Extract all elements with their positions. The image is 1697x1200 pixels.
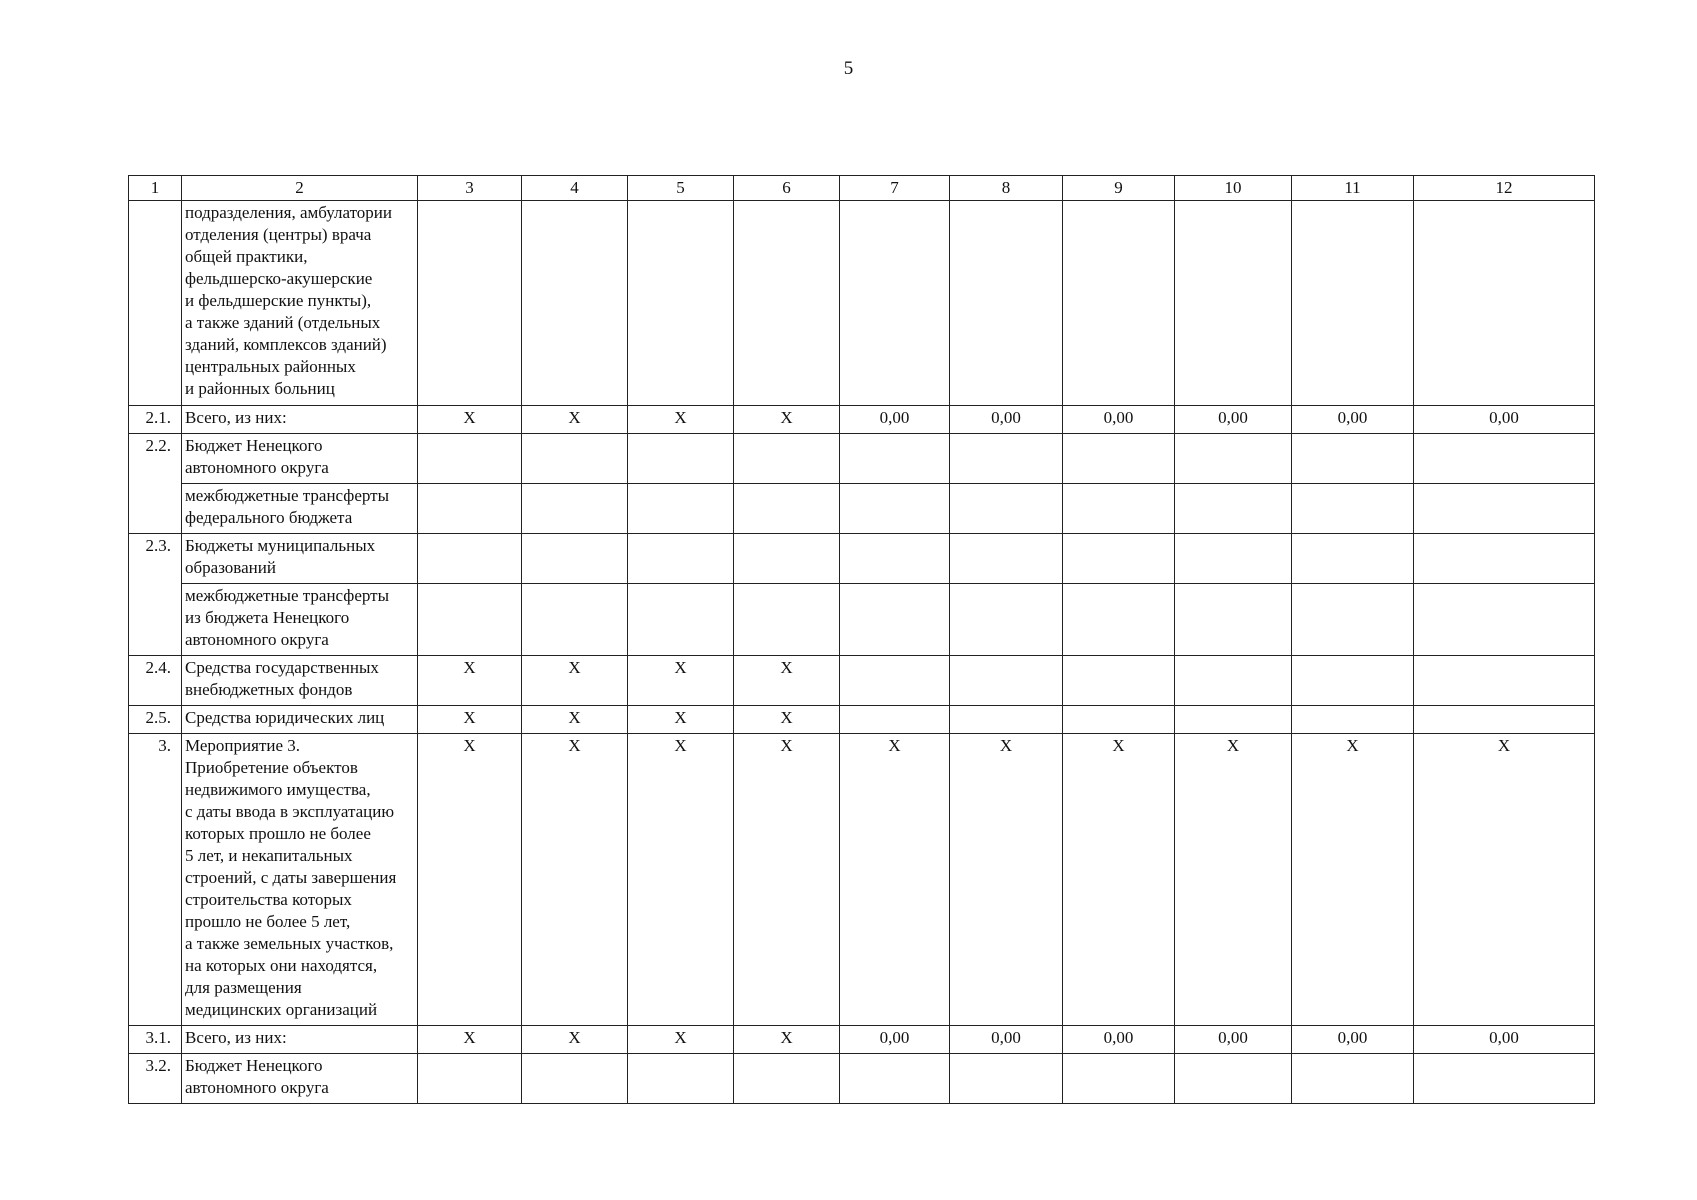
row-description: Бюджеты муниципальных образований xyxy=(182,534,418,584)
value-cell-col-3: Х xyxy=(418,734,522,1026)
value-cell-col-8 xyxy=(950,706,1063,734)
value-cell-col-5: Х xyxy=(628,1026,734,1054)
value-cell-col-4: Х xyxy=(522,734,628,1026)
value-cell-col-11 xyxy=(1292,656,1414,706)
value-cell-col-8 xyxy=(950,656,1063,706)
value-cell-col-12: Х xyxy=(1414,734,1595,1026)
value-cell-col-12 xyxy=(1414,534,1595,584)
value-cell-col-7 xyxy=(840,706,950,734)
table-row xyxy=(129,656,1595,706)
table-row xyxy=(129,201,1595,406)
value-cell-col-4: Х xyxy=(522,1026,628,1054)
value-cell-col-10: 0,00 xyxy=(1175,406,1292,434)
value-cell-col-7: 0,00 xyxy=(840,1026,950,1054)
value-cell-col-3: Х xyxy=(418,406,522,434)
row-description: Всего, из них: xyxy=(182,406,418,434)
value-cell-col-11: 0,00 xyxy=(1292,1026,1414,1054)
row-description: Мероприятие 3. Приобретение объектов недвижимого имущества, с даты ввода в эксплуатацию которых прошло не более 5 лет, и некапитальных строений, с даты завершения строительства которых прошло не более 5 лет, а также земельных участков, на которых они находятся, для размещения медицинских организаций xyxy=(182,734,418,1026)
value-cell-col-10 xyxy=(1175,534,1292,584)
value-cell-col-11 xyxy=(1292,484,1414,534)
column-number-1: 1 xyxy=(129,176,182,201)
value-cell-col-11 xyxy=(1292,584,1414,656)
value-cell-col-6: Х xyxy=(734,706,840,734)
value-cell-col-7: 0,00 xyxy=(840,406,950,434)
value-cell-col-7 xyxy=(840,584,950,656)
column-number-9: 9 xyxy=(1063,176,1175,201)
table-row xyxy=(129,734,1595,1026)
column-number-10: 10 xyxy=(1175,176,1292,201)
row-description: Средства государственных внебюджетных фондов xyxy=(182,656,418,706)
value-cell-col-7 xyxy=(840,534,950,584)
value-cell-col-8 xyxy=(950,534,1063,584)
value-cell-col-6 xyxy=(734,534,840,584)
value-cell-col-3: Х xyxy=(418,1026,522,1054)
value-cell-col-12: 0,00 xyxy=(1414,406,1595,434)
value-cell-col-10 xyxy=(1175,656,1292,706)
column-number-5: 5 xyxy=(628,176,734,201)
value-cell-col-11 xyxy=(1292,434,1414,484)
value-cell-col-4 xyxy=(522,201,628,406)
column-number-3: 3 xyxy=(418,176,522,201)
column-number-2: 2 xyxy=(182,176,418,201)
value-cell-col-3 xyxy=(418,484,522,534)
row-description: Бюджет Ненецкого автономного округа xyxy=(182,1054,418,1104)
value-cell-col-6 xyxy=(734,584,840,656)
value-cell-col-8 xyxy=(950,484,1063,534)
value-cell-col-5 xyxy=(628,434,734,484)
value-cell-col-4 xyxy=(522,534,628,584)
row-description: Средства юридических лиц xyxy=(182,706,418,734)
value-cell-col-4: Х xyxy=(522,406,628,434)
row-number: 2.4. xyxy=(129,656,182,706)
value-cell-col-12 xyxy=(1414,656,1595,706)
row-number: 2.5. xyxy=(129,706,182,734)
value-cell-col-5: Х xyxy=(628,656,734,706)
column-number-7: 7 xyxy=(840,176,950,201)
value-cell-col-7 xyxy=(840,1054,950,1104)
value-cell-col-11 xyxy=(1292,201,1414,406)
value-cell-col-8 xyxy=(950,1054,1063,1104)
value-cell-col-6: Х xyxy=(734,1026,840,1054)
value-cell-col-5: Х xyxy=(628,706,734,734)
row-number: 3.1. xyxy=(129,1026,182,1054)
value-cell-col-12: 0,00 xyxy=(1414,1026,1595,1054)
value-cell-col-4 xyxy=(522,1054,628,1104)
value-cell-col-12 xyxy=(1414,584,1595,656)
value-cell-col-4 xyxy=(522,434,628,484)
value-cell-col-8: 0,00 xyxy=(950,406,1063,434)
value-cell-col-7 xyxy=(840,656,950,706)
table-row xyxy=(129,484,1595,534)
value-cell-col-3 xyxy=(418,1054,522,1104)
value-cell-col-6 xyxy=(734,1054,840,1104)
value-cell-col-6: Х xyxy=(734,406,840,434)
value-cell-col-10 xyxy=(1175,484,1292,534)
value-cell-col-10 xyxy=(1175,1054,1292,1104)
value-cell-col-10: 0,00 xyxy=(1175,1026,1292,1054)
table-row xyxy=(129,1026,1595,1054)
value-cell-col-8: 0,00 xyxy=(950,1026,1063,1054)
value-cell-col-6 xyxy=(734,201,840,406)
value-cell-col-4 xyxy=(522,584,628,656)
value-cell-col-7: Х xyxy=(840,734,950,1026)
value-cell-col-10 xyxy=(1175,706,1292,734)
row-description: Бюджет Ненецкого автономного округа xyxy=(182,434,418,484)
value-cell-col-9 xyxy=(1063,1054,1175,1104)
value-cell-col-5: Х xyxy=(628,406,734,434)
value-cell-col-5 xyxy=(628,584,734,656)
value-cell-col-11 xyxy=(1292,1054,1414,1104)
value-cell-col-12 xyxy=(1414,1054,1595,1104)
column-number-12: 12 xyxy=(1414,176,1595,201)
value-cell-col-6: Х xyxy=(734,734,840,1026)
row-number: 2.3. xyxy=(129,534,182,656)
value-cell-col-9 xyxy=(1063,656,1175,706)
value-cell-col-9 xyxy=(1063,534,1175,584)
value-cell-col-11: 0,00 xyxy=(1292,406,1414,434)
value-cell-col-8 xyxy=(950,201,1063,406)
table-row xyxy=(129,584,1595,656)
value-cell-col-9 xyxy=(1063,584,1175,656)
page-number: 5 xyxy=(843,58,854,79)
value-cell-col-10 xyxy=(1175,434,1292,484)
value-cell-col-11 xyxy=(1292,534,1414,584)
value-cell-col-6 xyxy=(734,484,840,534)
table-row xyxy=(129,1054,1595,1104)
value-cell-col-3 xyxy=(418,434,522,484)
row-description: межбюджетные трансферты из бюджета Ненецкого автономного округа xyxy=(182,584,418,656)
value-cell-col-10: Х xyxy=(1175,734,1292,1026)
value-cell-col-9 xyxy=(1063,201,1175,406)
value-cell-col-7 xyxy=(840,434,950,484)
value-cell-col-7 xyxy=(840,484,950,534)
financing-table xyxy=(128,175,1595,1104)
value-cell-col-12 xyxy=(1414,434,1595,484)
value-cell-col-8 xyxy=(950,584,1063,656)
value-cell-col-3: Х xyxy=(418,706,522,734)
row-number xyxy=(129,201,182,406)
value-cell-col-9: Х xyxy=(1063,734,1175,1026)
table-row xyxy=(129,534,1595,584)
value-cell-col-8: Х xyxy=(950,734,1063,1026)
value-cell-col-12 xyxy=(1414,706,1595,734)
value-cell-col-3: Х xyxy=(418,656,522,706)
table-row xyxy=(129,434,1595,484)
value-cell-col-4: Х xyxy=(522,706,628,734)
value-cell-col-8 xyxy=(950,434,1063,484)
value-cell-col-9 xyxy=(1063,706,1175,734)
value-cell-col-12 xyxy=(1414,484,1595,534)
value-cell-col-9 xyxy=(1063,434,1175,484)
value-cell-col-4 xyxy=(522,484,628,534)
column-number-4: 4 xyxy=(522,176,628,201)
row-number: 3. xyxy=(129,734,182,1026)
value-cell-col-12 xyxy=(1414,201,1595,406)
value-cell-col-10 xyxy=(1175,584,1292,656)
table-row xyxy=(129,706,1595,734)
column-number-11: 11 xyxy=(1292,176,1414,201)
row-number: 3.2. xyxy=(129,1054,182,1104)
value-cell-col-9: 0,00 xyxy=(1063,406,1175,434)
value-cell-col-11: Х xyxy=(1292,734,1414,1026)
column-number-6: 6 xyxy=(734,176,840,201)
value-cell-col-7 xyxy=(840,201,950,406)
row-number: 2.2. xyxy=(129,434,182,534)
value-cell-col-5 xyxy=(628,201,734,406)
value-cell-col-5 xyxy=(628,1054,734,1104)
value-cell-col-11 xyxy=(1292,706,1414,734)
value-cell-col-9: 0,00 xyxy=(1063,1026,1175,1054)
value-cell-col-3 xyxy=(418,584,522,656)
column-number-8: 8 xyxy=(950,176,1063,201)
column-number-row xyxy=(129,176,1595,201)
row-description: Всего, из них: xyxy=(182,1026,418,1054)
value-cell-col-3 xyxy=(418,534,522,584)
value-cell-col-10 xyxy=(1175,201,1292,406)
value-cell-col-5: Х xyxy=(628,734,734,1026)
value-cell-col-5 xyxy=(628,484,734,534)
row-description: подразделения, амбулатории отделения (центры) врача общей практики, фельдшерско-акушерские и фельдшерские пункты), а также зданий (отдельных зданий, комплексов зданий) центральных районных и районных больниц xyxy=(182,201,418,406)
value-cell-col-5 xyxy=(628,534,734,584)
value-cell-col-6: Х xyxy=(734,656,840,706)
value-cell-col-9 xyxy=(1063,484,1175,534)
row-number: 2.1. xyxy=(129,406,182,434)
row-description: межбюджетные трансферты федерального бюджета xyxy=(182,484,418,534)
value-cell-col-3 xyxy=(418,201,522,406)
value-cell-col-6 xyxy=(734,434,840,484)
value-cell-col-4: Х xyxy=(522,656,628,706)
table-row xyxy=(129,406,1595,434)
